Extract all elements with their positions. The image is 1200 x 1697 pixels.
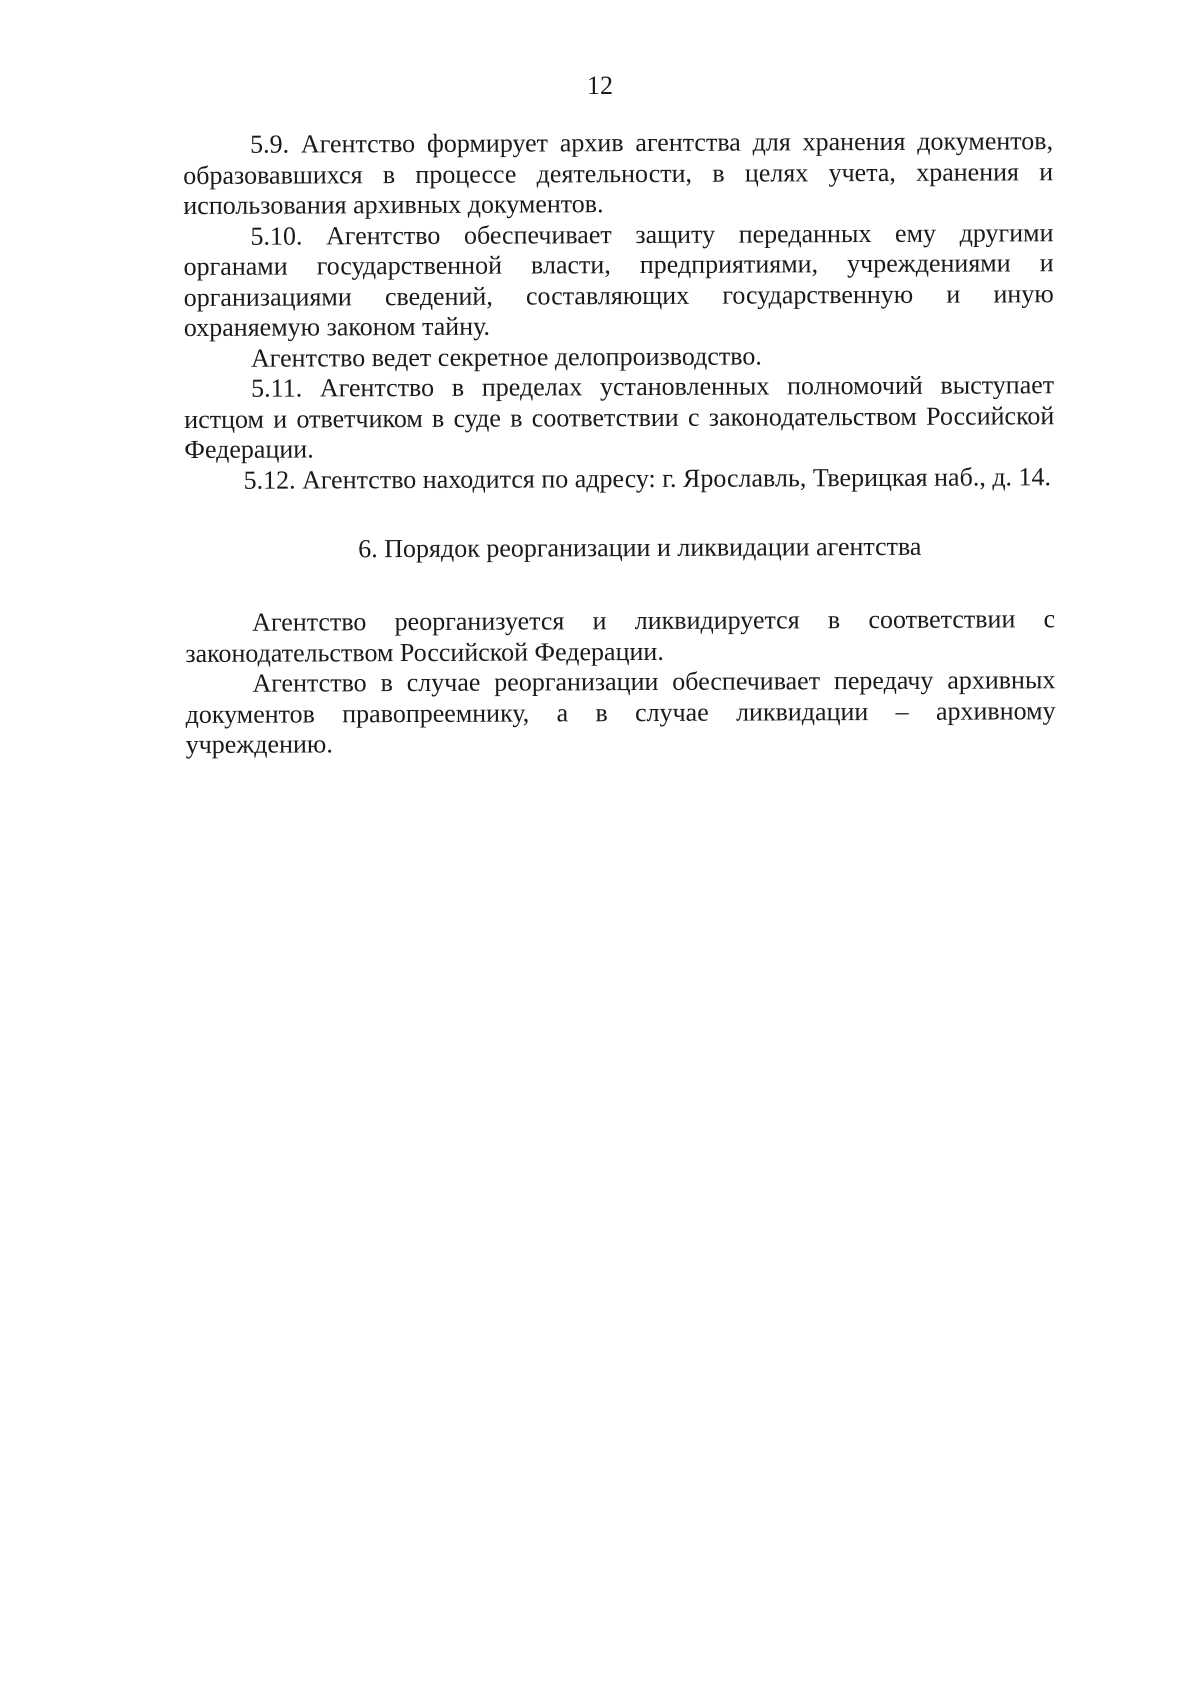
- paragraph-5-11: 5.11. Агентство в пределах установленных полномочий выступает истцом и ответчиком в суде в соответствии с законодательством Российской Федерации.: [184, 370, 1055, 464]
- page-number: 12: [587, 71, 613, 100]
- paragraph-reorganization: Агентство реорганизуется и ликвидируется в соответствии с законодательством Российской Федерации.: [185, 604, 1056, 668]
- paragraph-5-12: 5.12. Агентство находится по адресу: г. Ярославль, Тверицкая наб., д. 14.: [243, 461, 1052, 495]
- paragraph-5-9: 5.9. Агентство формирует архив агентства для хранения документов, образовавшихся в процессе деятельности, в целях учета, хранения и использования архивных документов.: [183, 126, 1054, 220]
- paragraph-archive-transfer: Агентство в случае реорганизации обеспечивает передачу архивных документов правопреемнику, а в случае ликвидации – архивному учреждению.: [185, 665, 1056, 759]
- section-6-heading: 6. Порядок реорганизации и ликвидации агентства: [358, 531, 922, 564]
- document-body: [183, 126, 1056, 760]
- paragraph-5-10: 5.10. Агентство обеспечивает защиту переданных ему другими органами государственной власти, предприятиями, учреждениями и организациями сведений, составляющих государственную и иную охраняемую законом тайну.: [183, 217, 1054, 342]
- paragraph-secret-records: Агентство ведет секретное делопроизводство.: [250, 340, 762, 373]
